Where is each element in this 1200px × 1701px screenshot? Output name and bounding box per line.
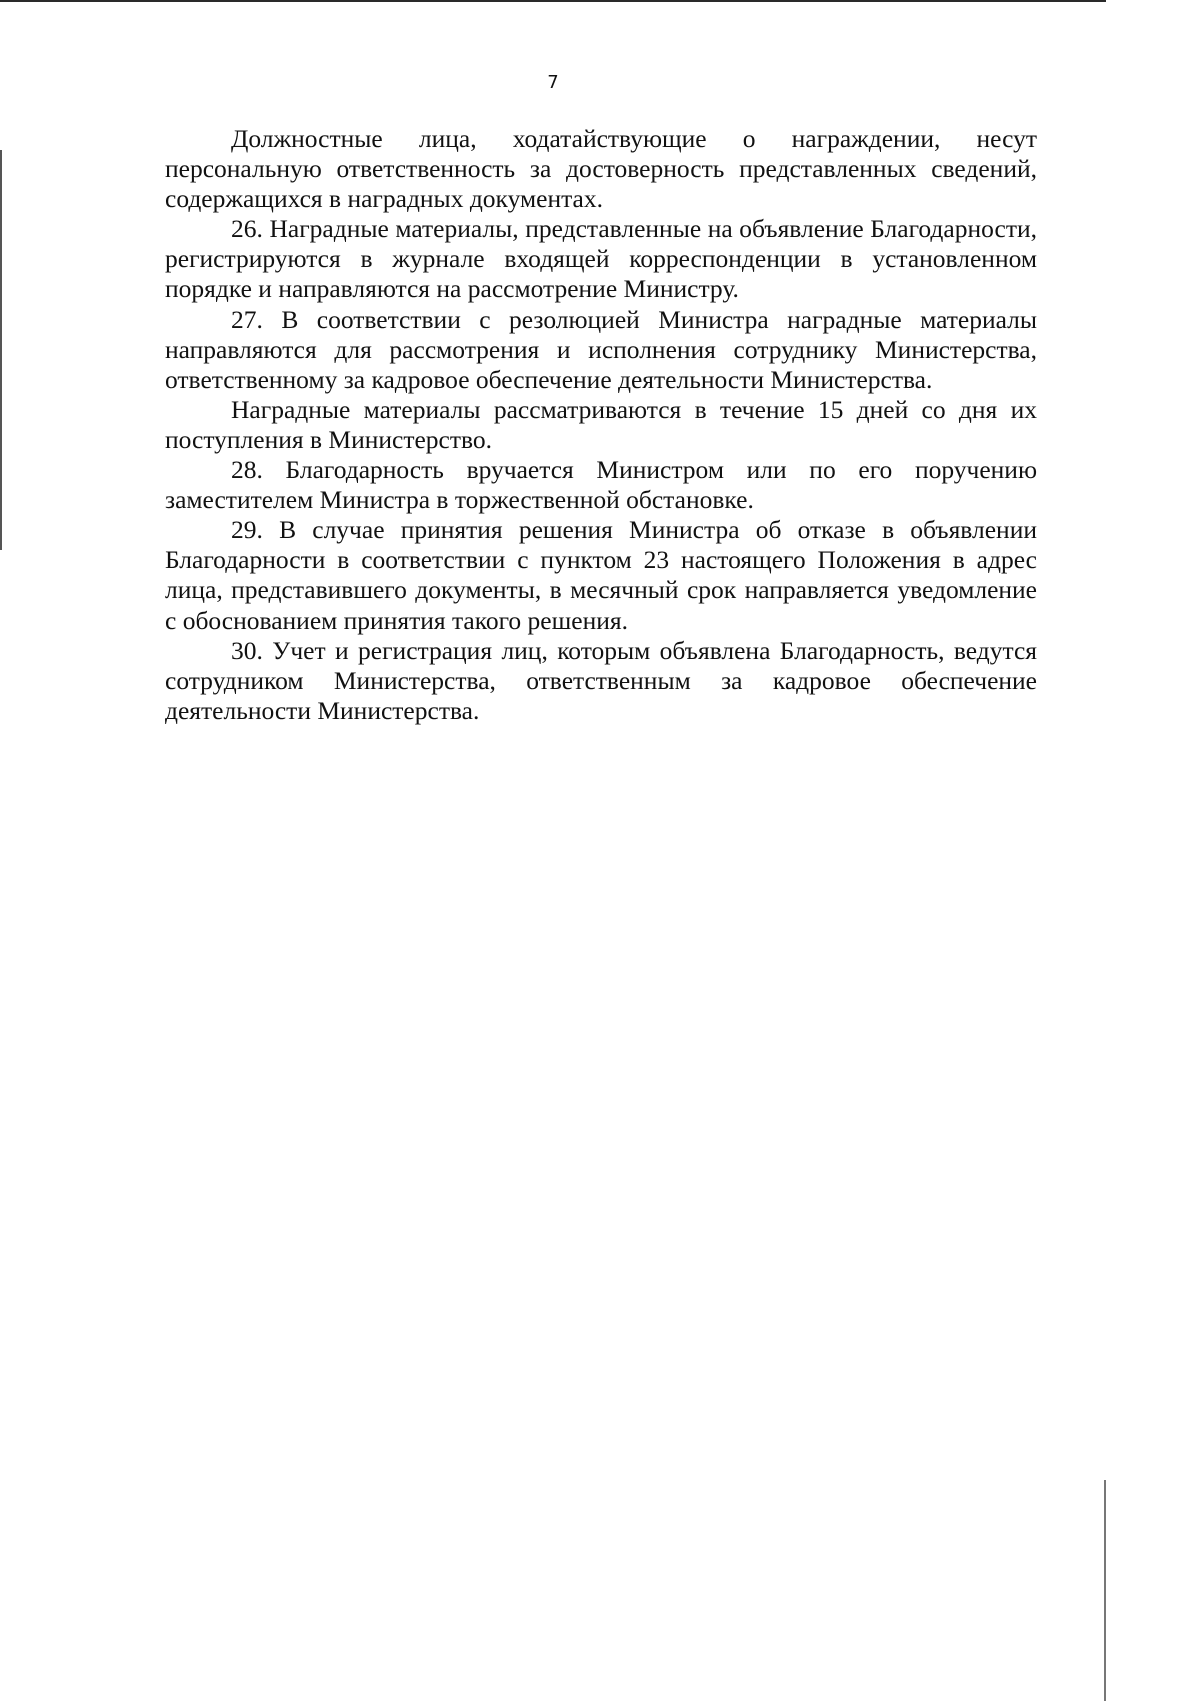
paragraph-27: 27. В соответствии с резолюцией Министра наградные материалы направляются для рассмотрения и исполнения сотруднику Министерства, ответственному за кадровое обеспечение деятельности Министерства. xyxy=(165,304,1037,394)
paragraph-review-period: Наградные материалы рассматриваются в течение 15 дней со дня их поступления в Министерство. xyxy=(165,394,1037,454)
scan-right-edge xyxy=(1104,1480,1106,1701)
paragraph-26: 26. Наградные материалы, представленные на объявление Благодарности, регистрируются в журнале входящей корреспонденции в установленном порядке и направляются на рассмотрение Министру. xyxy=(165,214,1037,304)
paragraph-28: 28. Благодарность вручается Министром или по его поручению заместителем Министра в торжественной обстановке. xyxy=(165,455,1037,515)
paragraph-30: 30. Учет и регистрация лиц, которым объявлена Благодарность, ведутся сотрудником Министерства, ответственным за кадровое обеспечение деятельности Министерства. xyxy=(165,635,1037,725)
paragraph-responsibility: Должностные лица, ходатайствующие о награждении, несут персональную ответственность за достоверность представленных сведений, содержащихся в наградных документах. xyxy=(165,124,1037,214)
scan-left-edge xyxy=(0,150,2,550)
page-number: 7 xyxy=(547,72,559,93)
paragraph-29: 29. В случае принятия решения Министра об отказе в объявлении Благодарности в соответствии с пунктом 23 настоящего Положения в адрес лица, представившего документы, в месячный срок направляется уведомление с обоснованием принятия такого решения. xyxy=(165,515,1037,635)
scan-top-edge xyxy=(0,0,1106,2)
document-body xyxy=(165,124,1037,726)
